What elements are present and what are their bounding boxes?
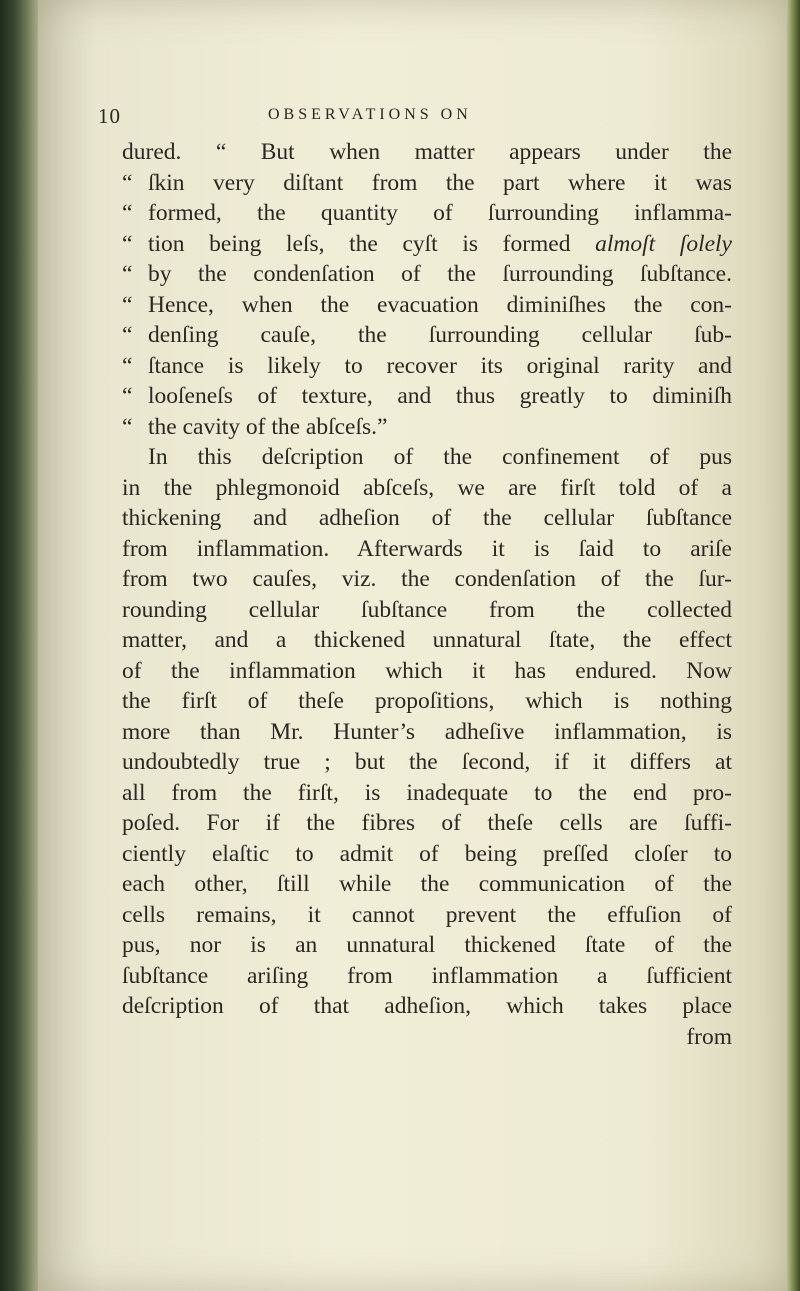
page-number: 10 xyxy=(98,104,121,128)
text-line xyxy=(122,198,732,229)
text-line xyxy=(122,137,732,168)
line-text: from xyxy=(686,1023,732,1050)
page-edge xyxy=(786,0,800,1291)
text-line xyxy=(122,564,732,595)
text-line xyxy=(122,381,732,412)
line-text: each other, ſtill while the communication of the xyxy=(122,871,732,897)
line-text: poſed. For if the fibres of theſe cells are ſuffi- xyxy=(122,810,732,836)
text-line xyxy=(122,808,732,839)
line-text: cells remains, it cannot prevent the effuſion of xyxy=(122,901,732,928)
line-text: matter, and a thickened unnatural ſtate, the effect xyxy=(122,627,732,653)
line-text: dured. “ But when matter appears under the xyxy=(122,139,732,165)
quote-mark: “ xyxy=(122,169,133,196)
line-text: the cavity of the abſceſs.” xyxy=(148,413,388,440)
text-line xyxy=(122,351,732,382)
line-text: more than Mr. Hunter’s adheſive inflammation, is xyxy=(122,718,732,745)
text-line xyxy=(122,473,732,504)
text-line xyxy=(122,656,732,687)
text-line xyxy=(122,595,732,626)
line-text: from inflammation. Afterwards it is ſaid to ariſe xyxy=(122,535,732,562)
text-line xyxy=(122,686,732,717)
text-line xyxy=(122,259,732,290)
text-line xyxy=(122,930,732,961)
line-text: deſcription of that adheſion, which takes place xyxy=(122,993,732,1019)
line-text: by the condenſation of the ſurrounding ſubſtance. xyxy=(148,261,732,287)
text-line xyxy=(122,778,732,809)
text-line xyxy=(122,717,732,748)
quote-mark: “ xyxy=(122,322,133,348)
line-text: formed, the quantity of ſurrounding inflamma- xyxy=(148,200,732,226)
text-line xyxy=(122,625,732,656)
line-text: in the phlegmonoid abſceſs, we are firſt told of a xyxy=(122,474,732,501)
text-line xyxy=(122,839,732,870)
line-text: thickening and adheſion of the cellular ſubſtance xyxy=(122,505,732,531)
quote-mark: “ xyxy=(122,261,133,287)
text-line xyxy=(122,961,732,992)
text-line xyxy=(122,412,732,443)
line-text: from two cauſes, viz. the condenſation of the ſur- xyxy=(122,566,732,592)
text-line xyxy=(122,1022,732,1053)
quote-mark: “ xyxy=(122,352,133,379)
text-line xyxy=(122,320,732,351)
line-text: all from the firſt, is inadequate to the end pro- xyxy=(122,779,732,806)
line-text: tion being leſs, the cyſt is formed almoſt ſolely xyxy=(148,230,732,257)
line-text: looſeneſs of texture, and thus greatly to diminiſh xyxy=(148,383,732,409)
line-text: pus, nor is an unnatural thickened ſtate of the xyxy=(122,932,732,958)
running-head: OBSERVATIONS ON xyxy=(268,106,472,123)
text-line xyxy=(122,991,732,1022)
line-text: denſing cauſe, the ſurrounding cellular ſub- xyxy=(148,322,732,348)
text-line xyxy=(122,534,732,565)
text-line xyxy=(122,442,732,473)
text-line xyxy=(122,503,732,534)
line-text: Hence, when the evacuation diminiſhes the con- xyxy=(148,291,732,318)
line-text: undoubtedly true ; but the ſecond, if it differs at xyxy=(122,749,732,775)
text-line xyxy=(122,747,732,778)
line-text: In this deſcription of the confinement of pus xyxy=(148,444,732,470)
text-line xyxy=(122,900,732,931)
line-text: ſubſtance ariſing from inflammation a ſufficient xyxy=(122,962,732,989)
text-line xyxy=(122,869,732,900)
line-text: ſtance is likely to recover its original rarity and xyxy=(148,352,732,379)
text-line xyxy=(122,290,732,321)
quote-mark: “ xyxy=(122,291,133,318)
line-text: of the inflammation which it has endured. Now xyxy=(122,657,732,684)
text-line xyxy=(122,168,732,199)
quote-mark: “ xyxy=(122,200,133,226)
book-binding xyxy=(0,0,38,1291)
body-text xyxy=(122,137,732,1052)
italic-phrase: almoſt ſolely xyxy=(595,230,732,257)
line-text: ſkin very diſtant from the part where it was xyxy=(148,169,732,196)
quote-mark: “ xyxy=(122,413,133,440)
quote-mark: “ xyxy=(122,383,133,409)
quote-mark: “ xyxy=(122,230,133,257)
page-header xyxy=(98,104,738,134)
text-line xyxy=(122,229,732,260)
line-text: rounding cellular ſubſtance from the collected xyxy=(122,596,732,623)
line-text: ciently elaſtic to admit of being preſſed cloſer to xyxy=(122,840,732,867)
line-text: the firſt of theſe propoſitions, which is nothing xyxy=(122,688,732,714)
